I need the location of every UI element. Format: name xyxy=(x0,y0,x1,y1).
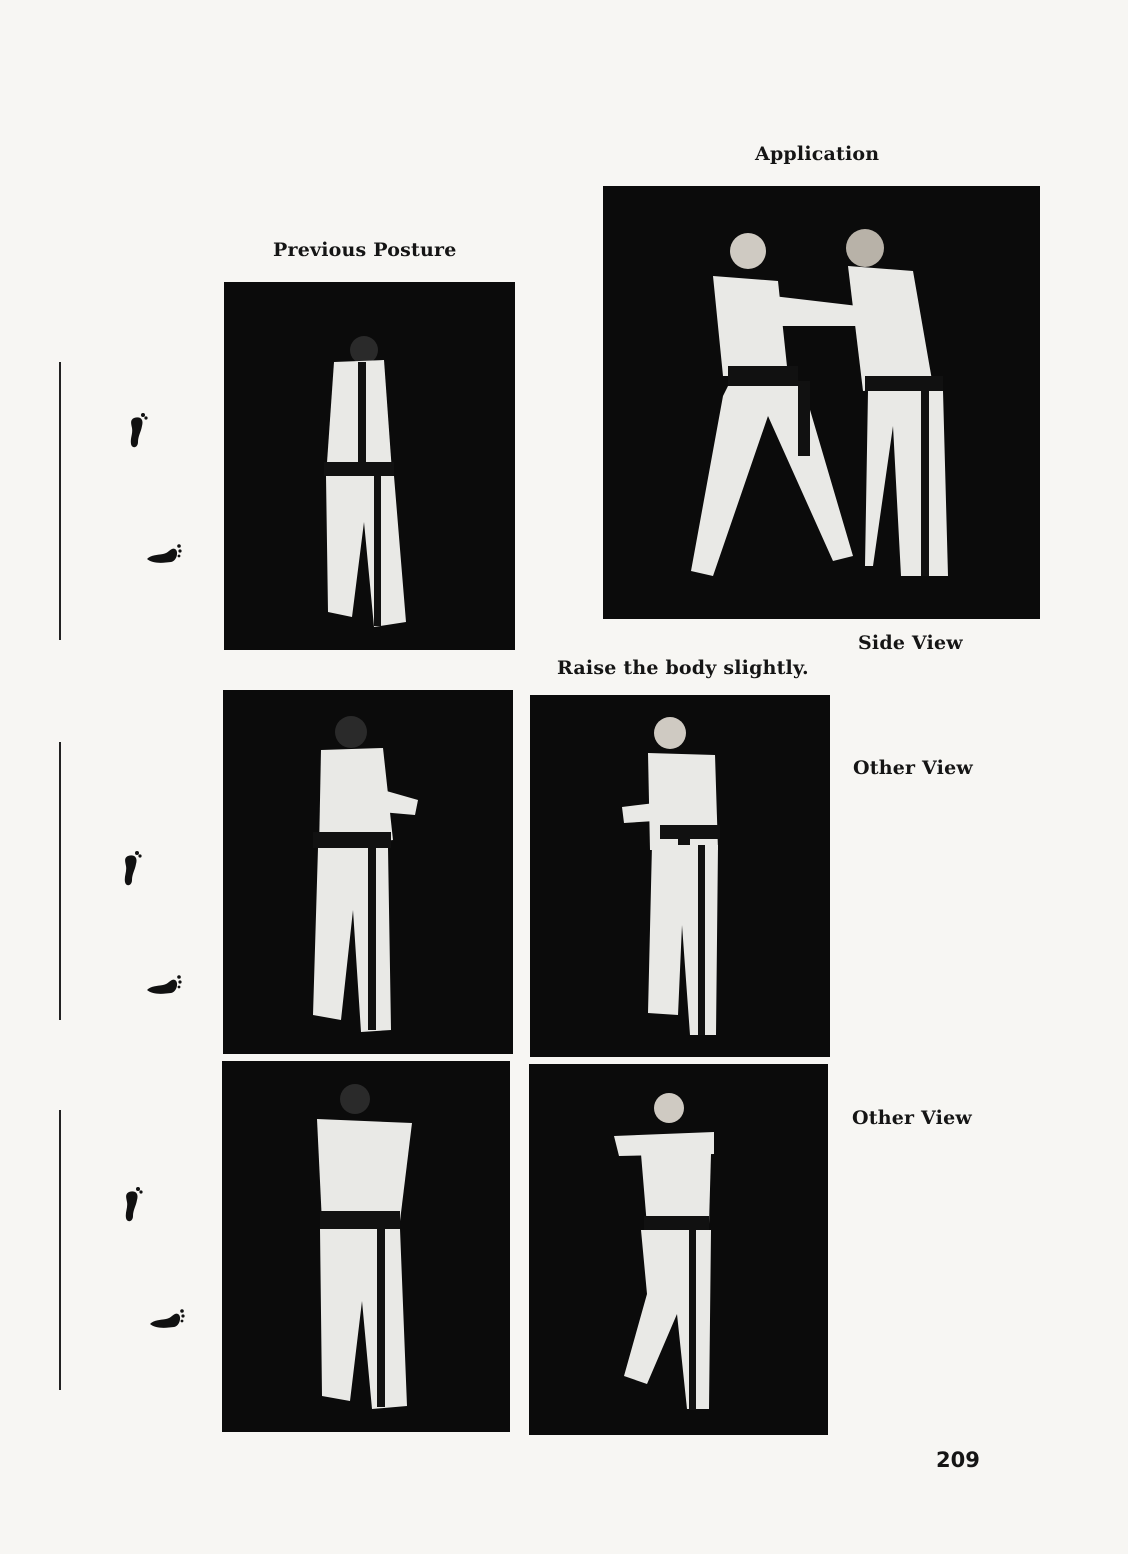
footprint-horizontal-icon xyxy=(143,541,183,565)
photo-previous-posture xyxy=(224,282,515,650)
margin-line-2 xyxy=(59,742,61,1020)
caption-previous-posture: Previous Posture xyxy=(273,239,457,261)
footprint-horizontal-icon xyxy=(146,1306,186,1330)
photo-step-3-back xyxy=(222,1061,510,1432)
margin-line-1 xyxy=(59,362,61,640)
footprint-vertical-icon xyxy=(120,850,144,888)
photo-application xyxy=(603,186,1040,619)
footprint-vertical-icon xyxy=(121,1186,145,1224)
footprint-horizontal-icon xyxy=(143,972,183,996)
footprint-vertical-icon xyxy=(126,412,150,450)
caption-other-view-1: Other View xyxy=(853,757,973,779)
photo-step-2-front xyxy=(530,695,830,1057)
caption-application: Application xyxy=(755,143,880,165)
photo-step-3-front xyxy=(529,1064,828,1435)
page-number: 209 xyxy=(936,1448,980,1472)
caption-raise-body: Raise the body slightly. xyxy=(557,657,809,679)
photo-step-2-back xyxy=(223,690,513,1054)
margin-line-3 xyxy=(59,1110,61,1390)
caption-other-view-2: Other View xyxy=(852,1107,972,1129)
caption-side-view: Side View xyxy=(858,632,963,654)
